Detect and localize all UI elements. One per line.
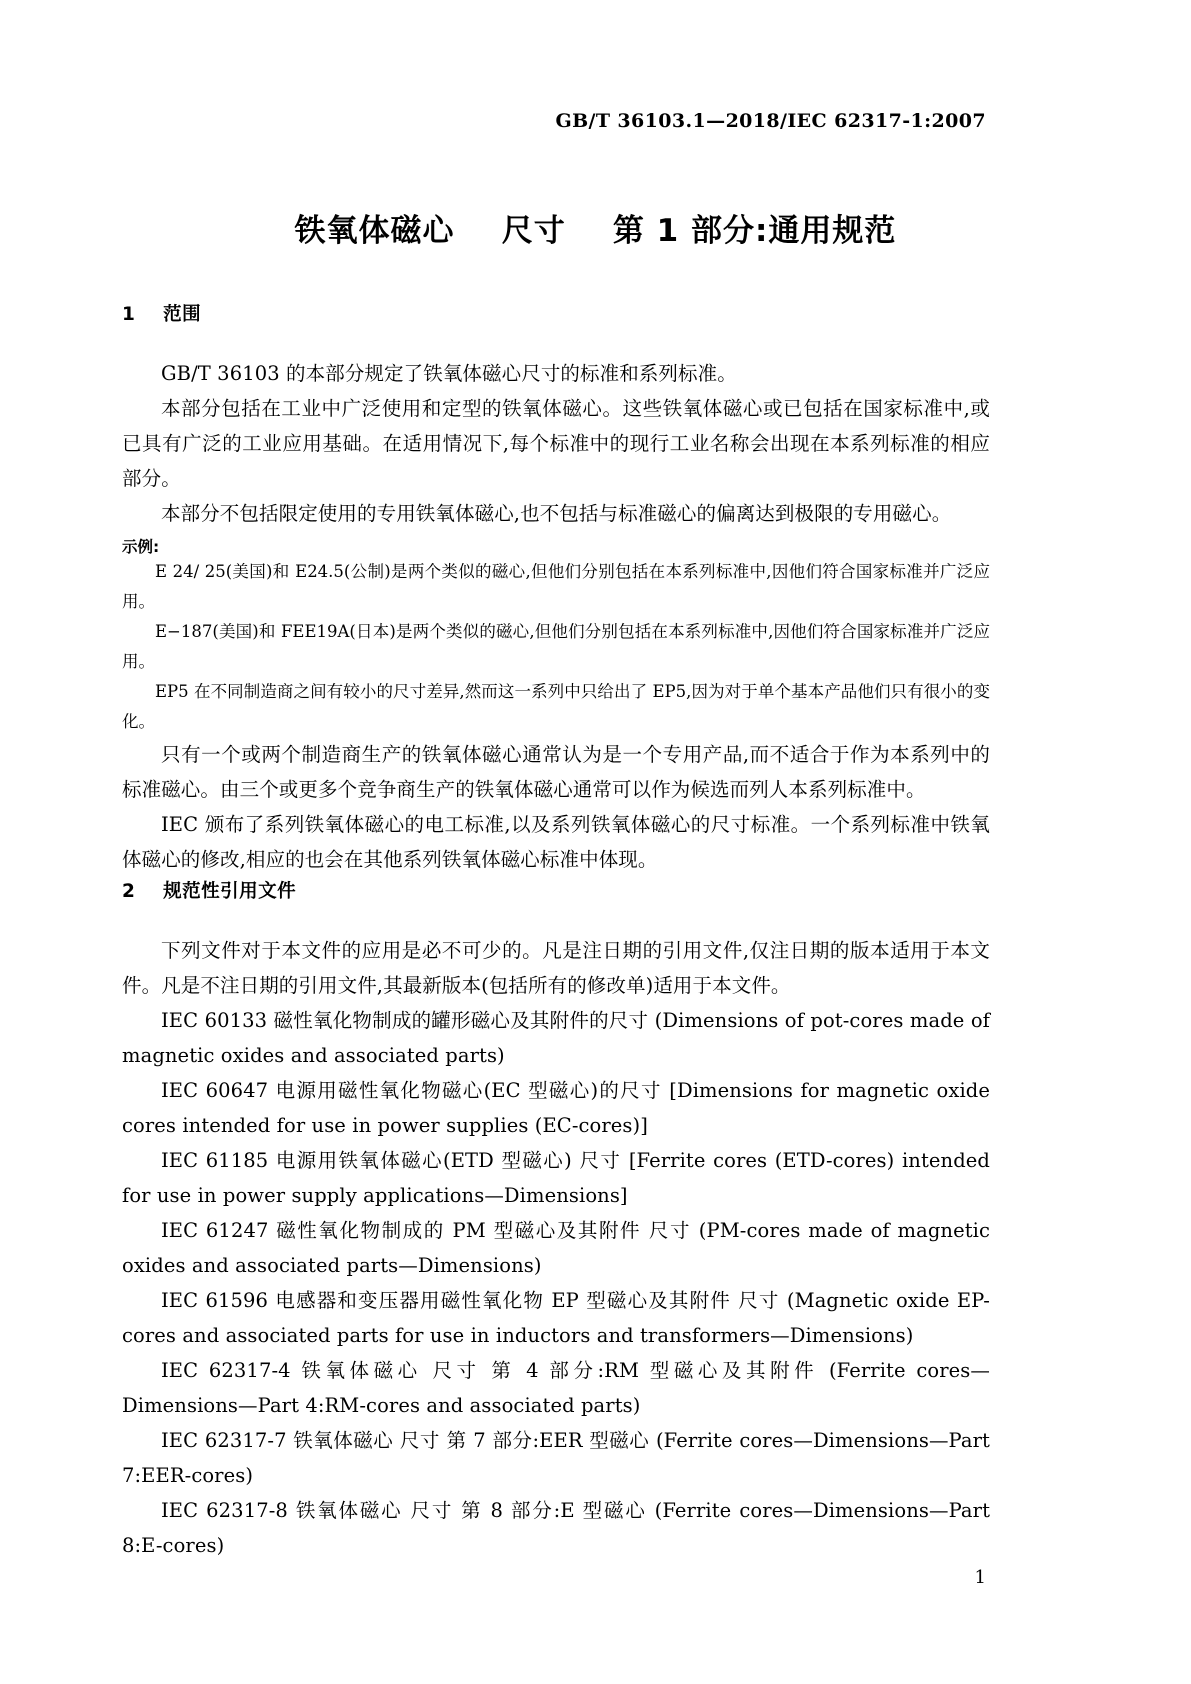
normative-references-intro: 下列文件对于本文件的应用是必不可少的。凡是注日期的引用文件,仅注日期的版本适用于本文件。凡是不注日期的引用文件,其最新版本(包括所有的修改单)适用于本文件。 [122, 939, 990, 997]
normative-reference-item: IEC 60647 电源用磁性氧化物磁心(EC 型磁心)的尺寸 [Dimensions for magnetic oxide cores intended for use in power supplies (EC-cores)] [122, 1079, 990, 1137]
normative-reference-item: IEC 61247 磁性氧化物制成的 PM 型磁心及其附件 尺寸 (PM-cores made of magnetic oxides and associated parts—Dimensions) [122, 1219, 990, 1277]
example-label: 示例: [122, 538, 160, 556]
normative-reference-item: IEC 61596 电感器和变压器用磁性氧化物 EP 型磁心及其附件 尺寸 (Magnetic oxide EP-cores and associated parts for use in inductors and transformers—Dimensions) [122, 1289, 990, 1347]
example-item-1: E 24/ 25(美国)和 E24.5(公制)是两个类似的磁心,但他们分别包括在本系列标准中,因他们符合国家标准并广泛应用。 [122, 562, 990, 611]
normative-reference-item: IEC 60133 磁性氧化物制成的罐形磁心及其附件的尺寸 (Dimensions of pot-cores made of magnetic oxides and associated parts) [122, 1009, 990, 1067]
scope-paragraph-5: IEC 颁布了系列铁氧体磁心的电工标准,以及系列铁氧体磁心的尺寸标准。一个系列标准中铁氧体磁心的修改,相应的也会在其他系列铁氧体磁心标准中体现。 [122, 813, 990, 871]
normative-reference-item: IEC 61185 电源用铁氧体磁心(ETD 型磁心) 尺寸 [Ferrite cores (ETD-cores) intended for use in power supply applications—Dimensions] [122, 1149, 990, 1207]
section-heading-normative-references: 2 规范性引用文件 [122, 881, 297, 902]
normative-reference-item: IEC 62317-4 铁氧体磁心 尺寸 第 4 部分:RM 型磁心及其附件 (Ferrite cores—Dimensions—Part 4:RM-cores and associated parts) [122, 1359, 990, 1417]
example-item-3: EP5 在不同制造商之间有较小的尺寸差异,然而这一系列中只给出了 EP5,因为对于单个基本产品他们只有很小的变化。 [122, 682, 990, 731]
section-heading-scope: 1 范围 [122, 304, 202, 325]
scope-paragraph-1: GB/T 36103 的本部分规定了铁氧体磁心尺寸的标准和系列标准。 [161, 362, 737, 385]
scope-paragraph-4: 只有一个或两个制造商生产的铁氧体磁心通常认为是一个专用产品,而不适合于作为本系列中的标准磁心。由三个或更多个竞争商生产的铁氧体磁心通常可以作为候选而列人本系列标准中。 [122, 743, 990, 801]
normative-reference-item: IEC 62317-7 铁氧体磁心 尺寸 第 7 部分:EER 型磁心 (Ferrite cores—Dimensions—Part 7:EER-cores) [122, 1429, 990, 1487]
running-header-standard-code: GB/T 36103.1—2018/IEC 62317-1:2007 [555, 110, 986, 132]
scope-paragraph-2: 本部分包括在工业中广泛使用和定型的铁氧体磁心。这些铁氧体磁心或已包括在国家标准中,或已具有广泛的工业应用基础。在适用情况下,每个标准中的现行工业名称会出现在本系列标准的相应部分。 [122, 397, 990, 490]
example-item-2: E−187(美国)和 FEE19A(日本)是两个类似的磁心,但他们分别包括在本系列标准中,因他们符合国家标准并广泛应用。 [122, 622, 990, 671]
page-number: 1 [974, 1567, 986, 1588]
page-title: 铁氧体磁心 尺寸 第 1 部分:通用规范 [294, 213, 897, 249]
scope-paragraph-3: 本部分不包括限定使用的专用铁氧体磁心,也不包括与标准磁心的偏离达到极限的专用磁心。 [161, 502, 952, 525]
normative-reference-item: IEC 62317-8 铁氧体磁心 尺寸 第 8 部分:E 型磁心 (Ferrite cores—Dimensions—Part 8:E-cores) [122, 1499, 990, 1557]
document-body [122, 300, 990, 1563]
